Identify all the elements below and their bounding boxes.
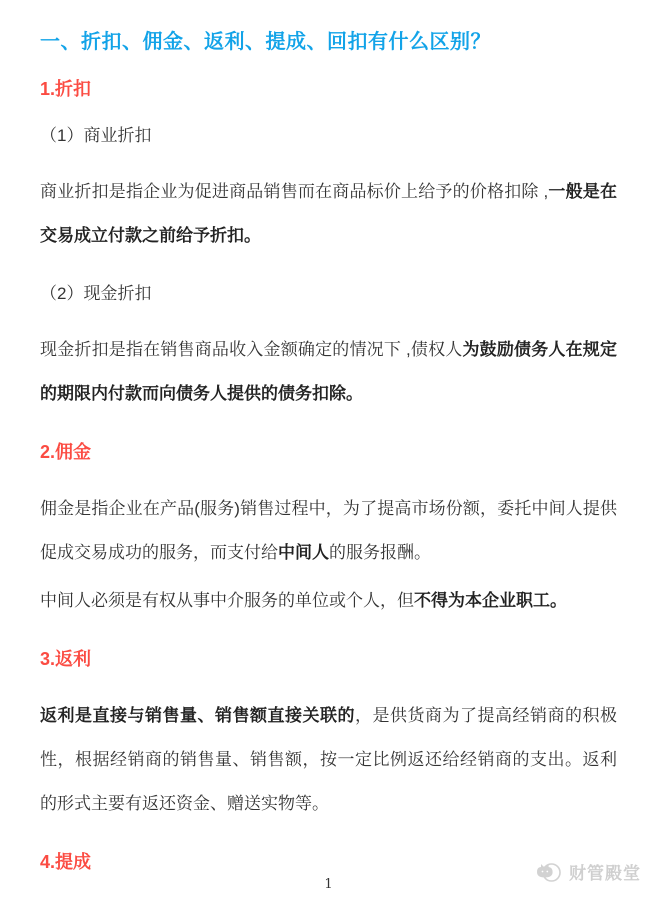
text-segment: 中间人必须是有权从事中介服务的单位或个人，但 (40, 591, 414, 610)
bold-text-segment: 中间人 (278, 543, 329, 562)
page-number: 1 (324, 877, 333, 892)
paragraph-cash-discount (40, 328, 617, 416)
watermark-text: 财管殿堂 (569, 864, 641, 883)
bold-text-segment: 为鼓励债务人在规定的期限内付款而向债务人提供的债务扣除。 (40, 340, 617, 403)
text-segment: 商业折扣是指企业为促进商品销售而在商品标价上给予的价格扣除 , (40, 182, 549, 201)
page-title: 一、折扣、佣金、返利、提成、回扣有什么区别？ (40, 31, 491, 53)
text-segment: ，是供货商为了提高经销商的积极性，根据经销商的销售量、销售额，按一定比例返还给经销商的支出。返利的形式主要有返还资金、赠送实物等。 (40, 706, 617, 813)
bold-text-segment: 返利是直接与销售量、销售额直接关联的 (40, 706, 355, 725)
bold-text-segment: 一般是在交易成立付款之前给予折扣。 (40, 182, 618, 245)
text-segment: 的服务报酬。 (329, 543, 431, 562)
bold-text-segment: 不得为本企业职工。 (414, 591, 567, 610)
sub-heading-commercial-discount: （1）商业折扣 (40, 126, 152, 145)
paragraph-commercial-discount (40, 170, 617, 258)
sub-heading-cash-discount: （2）现金折扣 (40, 284, 152, 303)
paragraph-commission-agent (40, 579, 617, 623)
paragraph-commission-definition (40, 487, 617, 575)
text-segment: 现金折扣是指在销售商品收入金额确定的情况下 ,债权人 (40, 340, 463, 359)
section-heading-commission: 2.佣金 (40, 442, 92, 462)
paragraph-rebate-definition (40, 694, 617, 826)
section-heading-percentage-cut: 4.提成 (40, 852, 92, 872)
section-heading-rebate: 3.返利 (40, 649, 92, 669)
section-heading-discount: 1.折扣 (40, 79, 92, 99)
text-segment: 佣金是指企业在产品(服务)销售过程中，为了提高市场份额，委托中间人提供促成交易成功的服务，而支付给 (40, 499, 617, 562)
